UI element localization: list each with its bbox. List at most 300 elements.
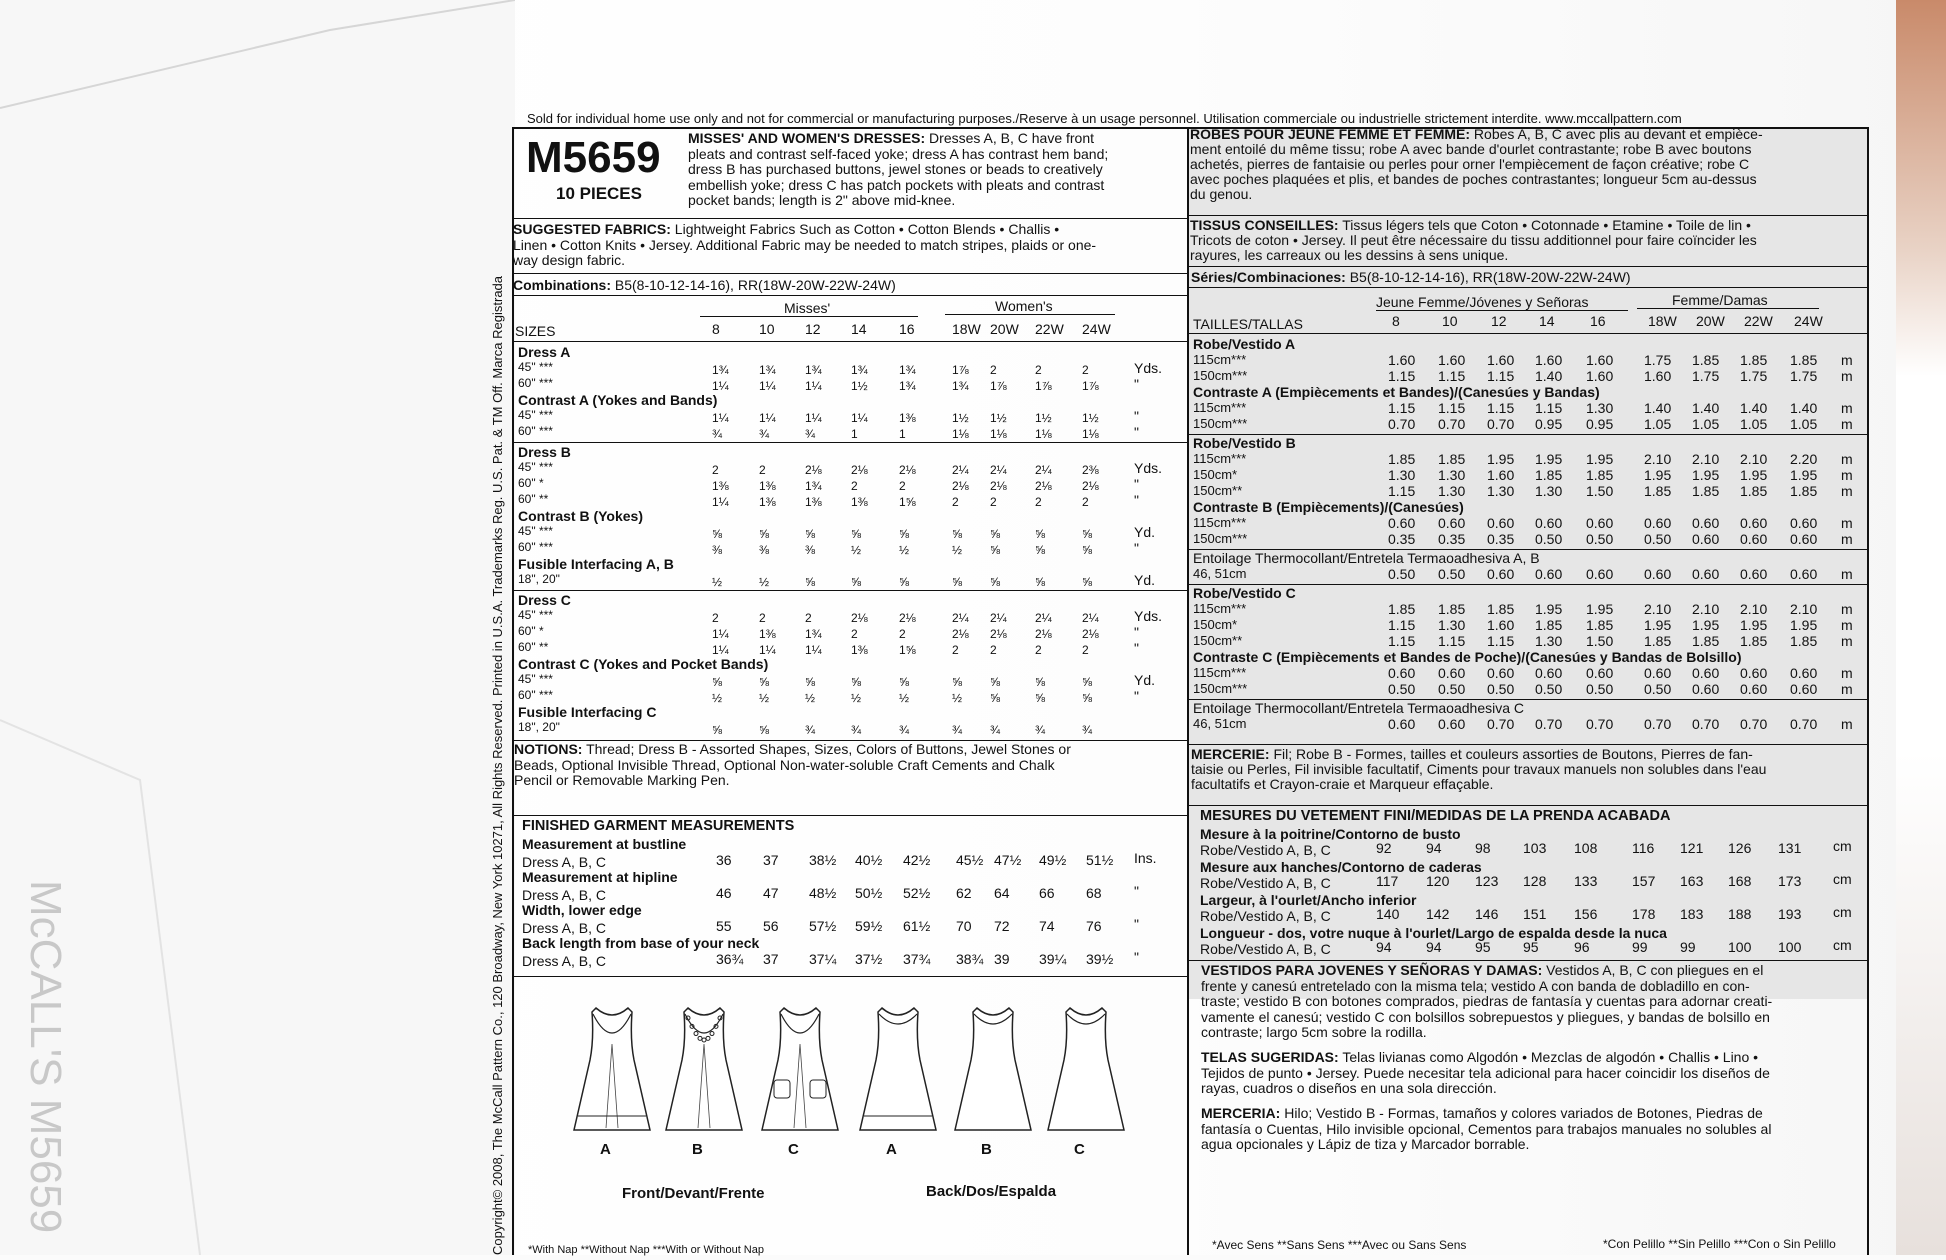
fr-meterage: 0.60: [1438, 716, 1466, 732]
fr-unit: m: [1841, 716, 1853, 732]
fr-measure-value: 157: [1632, 873, 1656, 889]
en-unit: Yds.: [1134, 608, 1163, 624]
en-yardage: 2: [952, 495, 959, 509]
en-description-text: pleats and contrast self-faced yoke; dress A has contrast hem band;: [688, 145, 1109, 162]
fr-measure-value: 183: [1680, 906, 1704, 922]
en-yardage: ⅝: [1082, 675, 1093, 689]
en-yardage: ⅝: [712, 675, 723, 689]
en-misses-rule: [700, 316, 918, 317]
fr-measure-value: 96: [1574, 939, 1590, 955]
en-notions-text: Thread; Dress B - Assorted Shapes, Sizes, Colors of Buttons, Jewel Stones or: [582, 741, 1071, 757]
en-measure-value: 36¾: [716, 951, 744, 967]
fr-unit: m: [1841, 515, 1853, 531]
en-unit: Yd.: [1134, 572, 1156, 588]
fr-meterage: 0.60: [1388, 515, 1416, 531]
fr-row-label: 150cm*: [1193, 467, 1238, 482]
fr-meterage: 1.40: [1692, 400, 1720, 416]
en-description-line: [688, 131, 1188, 147]
fr-meterage: 1.60: [1487, 352, 1515, 368]
en-description-text: embellish yoke; dress C has patch pockets with pleats and contrast: [688, 176, 1105, 193]
en-yardage: ⅝: [952, 675, 963, 689]
fr-unit: m: [1841, 566, 1853, 582]
en-measure-value: 46: [716, 885, 732, 901]
fr-unit: m: [1841, 531, 1853, 547]
en-yardage: ½: [899, 691, 910, 705]
fr-meterage: 0.60: [1487, 665, 1515, 681]
en-yardage: 2: [899, 479, 906, 493]
en-yardage: ⅝: [990, 575, 1001, 589]
en-yardage: 2: [759, 463, 766, 477]
en-yardage: 1¾: [805, 479, 822, 493]
es-fabrics-line: [1201, 1050, 1865, 1066]
fr-meterage: 1.60: [1586, 352, 1614, 368]
fr-meterage: 1.15: [1438, 633, 1466, 649]
ghost-brand-text: McCALL'S M5659: [21, 880, 70, 1234]
right-edge: [1896, 0, 1946, 1255]
fr-fabrics-text: rayures, les carreaux ou les dessins à sens unique.: [1190, 247, 1509, 263]
en-measure-value: 39: [994, 951, 1010, 967]
en-notions: [514, 742, 1186, 789]
pattern-number: M5659: [526, 133, 661, 182]
en-yardage: 1¾: [759, 363, 776, 377]
fr-meterage: 1.85: [1740, 352, 1768, 368]
es-notions-line: [1201, 1137, 1865, 1153]
fr-measure-heading: Largeur, à l'ourlet/Ancho inferior: [1200, 892, 1417, 908]
en-yardage: 1¼: [712, 643, 729, 657]
fr-meterage: 0.60: [1740, 681, 1768, 697]
en-yardage: 2⅛: [990, 627, 1007, 641]
en-yardage: 2⅛: [805, 463, 822, 477]
en-fabrics-text: way design fabric.: [513, 252, 626, 268]
en-group-divider: [512, 442, 1188, 443]
en-yardage: ¾: [712, 427, 723, 441]
fr-meterage: 1.05: [1790, 416, 1818, 432]
fr-meterage: 0.60: [1586, 566, 1614, 582]
fr-measure-value: 173: [1778, 873, 1802, 889]
fr-meterage: 0.70: [1740, 716, 1768, 732]
en-yardage: ⅝: [1035, 543, 1046, 557]
en-yardage: 1: [899, 427, 906, 441]
en-measure-value: 56: [763, 918, 779, 934]
es-fabrics-text: Tejidos de punto • Jersey. Puede necesitar tela adicional para hacer coincidir los diseños de: [1201, 1064, 1770, 1081]
fr-meterage: 1.15: [1438, 368, 1466, 384]
fr-meterage: 1.95: [1740, 467, 1768, 483]
fr-meterage: 0.60: [1487, 515, 1515, 531]
fr-group-title: Entoilage Thermocollant/Entretela Termaoadhesiva C: [1193, 700, 1525, 716]
fr-meterage: 0.60: [1692, 665, 1720, 681]
en-yardage: 1⅝: [899, 495, 916, 509]
en-yardage: 1⅜: [805, 495, 822, 509]
fr-meterage: 1.95: [1586, 601, 1614, 617]
en-measure-value: 38¾: [956, 951, 984, 967]
fr-meterage: 1.75: [1644, 352, 1672, 368]
es-fabrics: [1201, 1050, 1865, 1097]
fr-meterage: 0.60: [1644, 566, 1672, 582]
en-yardage: 2: [712, 463, 719, 477]
fr-description-line: [1190, 157, 1866, 172]
fr-meterage: 0.60: [1586, 665, 1614, 681]
en-size: 18W: [952, 321, 981, 337]
dress-view-b-front: [658, 1000, 750, 1140]
fr-unit: m: [1841, 400, 1853, 416]
fr-meterage: 1.60: [1388, 352, 1416, 368]
fr-meterage: 1.60: [1644, 368, 1672, 384]
fr-meterage: 1.60: [1438, 352, 1466, 368]
en-yardage: 2¼: [990, 463, 1007, 477]
en-yardage: 2: [1082, 643, 1089, 657]
en-description-text: Dresses A, B, C have front: [925, 130, 1095, 146]
en-yardage: ⅜: [805, 543, 816, 557]
fr-unit: m: [1841, 681, 1853, 697]
es-notions-line: [1201, 1106, 1865, 1122]
fr-meterage: 1.60: [1586, 368, 1614, 384]
fr-measure-value: 156: [1574, 906, 1598, 922]
en-sizes-label: SIZES: [515, 323, 556, 339]
fr-measure-value: 188: [1728, 906, 1752, 922]
en-row-label: 45" ***: [518, 360, 553, 374]
fr-description-text: ment entoilé du même tissu; robe A avec bande d'ourlet contrastante; robe B avec boutons: [1190, 141, 1752, 157]
en-measure-value: 64: [994, 885, 1010, 901]
en-unit: Yd.: [1134, 524, 1156, 540]
fr-meterage: 0.60: [1535, 515, 1563, 531]
fr-measure-label: Robe/Vestido A, B, C: [1200, 908, 1331, 924]
en-row-label: 60" *: [518, 624, 544, 638]
fr-group-title: Contraste B (Empiècements)/(Canesúes): [1193, 499, 1464, 515]
en-yardage: 2: [712, 611, 719, 625]
en-row-label: 60" ***: [518, 376, 553, 390]
fr-meterage: 1.85: [1586, 467, 1614, 483]
en-yardage: 2¼: [952, 463, 969, 477]
en-notions-text: Beads, Optional Invisible Thread, Optional Non-water-soluble Craft Cements and Chalk: [514, 756, 1055, 773]
en-measure-unit: ": [1134, 916, 1139, 932]
en-yardage: ⅜: [712, 543, 723, 557]
en-yardage: ⅝: [712, 527, 723, 541]
en-measure-value: 37½: [855, 951, 883, 967]
fr-meterage: 0.60: [1487, 566, 1515, 582]
en-yardage: ¾: [952, 723, 963, 737]
en-yardage: ¾: [805, 427, 816, 441]
en-measure-label: Dress A, B, C: [522, 953, 607, 969]
fr-jeune-label: Jeune Femme/Jóvenes y Señoras: [1376, 294, 1589, 310]
fr-meterage: 2.20: [1790, 451, 1818, 467]
en-measure-label: Dress A, B, C: [522, 854, 607, 870]
en-yardage: 2⅛: [1082, 479, 1099, 493]
es-notions-text: agua opcionales y Lápiz de tiza y Marcador borrable.: [1201, 1136, 1530, 1152]
frame-left: [512, 128, 514, 1255]
fr-meterage: 1.40: [1535, 368, 1563, 384]
fr-meterage: 1.15: [1535, 400, 1563, 416]
en-yardage: ⅝: [1035, 675, 1046, 689]
fr-measure-unit: cm: [1833, 838, 1852, 854]
fr-meterage: 0.60: [1438, 665, 1466, 681]
fr-meterage: 1.30: [1438, 617, 1466, 633]
fr-meterage: 1.30: [1388, 467, 1416, 483]
en-unit: ": [1134, 640, 1139, 656]
fr-meterage: 1.95: [1692, 617, 1720, 633]
es-description: [1201, 963, 1865, 1041]
fr-femme-label: Femme/Damas: [1672, 292, 1768, 308]
en-yardage: 1¾: [851, 363, 868, 377]
en-yardage: 1¼: [712, 495, 729, 509]
fr-row-label: 46, 51cm: [1193, 716, 1247, 731]
fr-meterage: 1.05: [1644, 416, 1672, 432]
en-yardage: 1⅜: [759, 627, 776, 641]
fr-unit: m: [1841, 451, 1853, 467]
fr-row-label: 46, 51cm: [1193, 566, 1247, 581]
en-yardage: 2¼: [1035, 611, 1052, 625]
en-yardage: ⅝: [851, 527, 862, 541]
en-womens-label: Women's: [995, 298, 1053, 314]
en-yardage: 2¼: [1035, 463, 1052, 477]
en-row-label: 60" **: [518, 492, 549, 506]
en-yardage: ⅝: [1082, 575, 1093, 589]
es-notions-text: fantasía o Cuentas, Hilo invisible opcional, Cementos para trabajos manuales no solubles al: [1201, 1120, 1772, 1137]
fr-unit: m: [1841, 416, 1853, 432]
en-yardage: ¾: [899, 723, 910, 737]
en-yardage: 1½: [1035, 411, 1052, 425]
en-measure-unit: ": [1134, 883, 1139, 899]
en-yardage: 1¾: [805, 627, 822, 641]
fr-group-title: Entoilage Thermocollant/Entretela Termaoadhesiva A, B: [1193, 550, 1540, 566]
fr-meterage: 0.70: [1438, 416, 1466, 432]
es-description-line: [1201, 963, 1865, 979]
en-yardage: ½: [851, 691, 862, 705]
en-yardage: 1⅛: [990, 427, 1007, 441]
en-yardage: 2⅛: [899, 463, 916, 477]
en-yardage: 1¼: [759, 411, 776, 425]
en-yardage: 1¾: [899, 363, 916, 377]
fr-meterage: 2.10: [1644, 451, 1672, 467]
fr-femme-rule: [1637, 308, 1819, 309]
en-yardage: ¾: [805, 723, 816, 737]
fr-measure-value: 108: [1574, 840, 1598, 856]
fr-measure-value: 99: [1680, 939, 1696, 955]
fr-unit: m: [1841, 483, 1853, 499]
fr-meterage: 1.95: [1535, 451, 1563, 467]
fr-meterage: 0.35: [1438, 531, 1466, 547]
fr-size: 24W: [1794, 313, 1823, 329]
fr-measure-value: 94: [1426, 840, 1442, 856]
fr-meterage: 1.30: [1535, 483, 1563, 499]
back-label: Back/Dos/Espalda: [926, 1183, 1057, 1200]
en-size: 22W: [1035, 321, 1064, 337]
fr-meterage: 2.10: [1644, 601, 1672, 617]
fr-meterage: 1.95: [1644, 617, 1672, 633]
fr-row-label: 115cm***: [1193, 515, 1247, 530]
en-measure-value: 48½: [809, 885, 837, 901]
en-yardage: 2: [759, 611, 766, 625]
fr-row-label: 150cm**: [1193, 633, 1243, 648]
en-yardage: 2: [1035, 643, 1042, 657]
en-size: 10: [759, 321, 775, 337]
en-yardage: ⅝: [952, 527, 963, 541]
en-yardage: 1¼: [759, 379, 776, 393]
en-yardage: 1½: [851, 379, 868, 393]
fr-mercerie-line: [1191, 762, 1865, 777]
fr-meterage: 1.75: [1740, 368, 1768, 384]
dress-view-a-back: [852, 1000, 944, 1140]
en-yardage: 2: [851, 479, 858, 493]
fr-measure-value: 140: [1376, 906, 1400, 922]
en-measure-value: 47½: [994, 852, 1022, 868]
en-row-label: 60" ***: [518, 540, 553, 554]
fr-meterage: 0.50: [1388, 566, 1416, 582]
en-description-text: pocket bands; length is 2" above mid-knee.: [688, 192, 956, 208]
fr-fabrics-line: [1190, 218, 1866, 233]
en-yardage: 2⅛: [952, 627, 969, 641]
es-description-text: traste; vestido B con botones comprados, piedras de fantasía y cuentas para adornar creati-: [1201, 993, 1773, 1009]
fr-divider: [1189, 266, 1867, 267]
fr-meterage: 1.05: [1692, 416, 1720, 432]
fr-meterage: 1.85: [1487, 601, 1515, 617]
en-unit: ": [1134, 424, 1139, 440]
fr-meterage: 1.15: [1388, 633, 1416, 649]
fr-meterage: 0.50: [1535, 531, 1563, 547]
en-combinations-text: B5(8-10-12-14-16), RR(18W-20W-22W-24W): [611, 277, 896, 293]
fr-group-title: Contraste A (Empiècements et Bandes)/(Canesúes y Bandas): [1193, 384, 1600, 400]
en-measure-value: 50½: [855, 885, 883, 901]
en-row-label: 60" *: [518, 476, 544, 490]
copyright-vertical: Copyright© 2008, The McCall Pattern Co., 120 Broadway, New York 10271, All Rights Reserved. Printed in U.S.A. Trademarks Reg. U.S. Pat. & TM Off. Marca Registrada: [490, 275, 505, 1255]
fr-meterage: 0.50: [1438, 566, 1466, 582]
fr-meterage: 0.70: [1644, 716, 1672, 732]
en-group-title: Contrast B (Yokes): [518, 508, 643, 524]
en-yardage: ⅝: [1082, 527, 1093, 541]
fr-description-line: [1190, 187, 1866, 202]
fr-group-title: Robe/Vestido A: [1193, 336, 1296, 352]
envelope-flap: [0, 0, 515, 1255]
fr-meterage: 1.15: [1388, 368, 1416, 384]
front-label: Front/Devant/Frente: [622, 1185, 765, 1202]
en-row-label: 45" ***: [518, 460, 553, 474]
en-measure-heading: Measurement at hipline: [522, 869, 678, 885]
en-fabrics-heading: SUGGESTED FABRICS:: [513, 221, 671, 237]
en-yardage: 2: [805, 611, 812, 625]
en-yardage: 2: [1082, 363, 1089, 377]
fr-description-line: [1190, 142, 1866, 157]
en-yardage: 1¾: [805, 363, 822, 377]
en-yardage: ½: [899, 543, 910, 557]
fr-meterage: 0.60: [1790, 531, 1818, 547]
fr-group-title: Robe/Vestido C: [1193, 585, 1296, 601]
en-yardage: 1⅜: [899, 411, 916, 425]
fr-meterage: 1.15: [1388, 483, 1416, 499]
en-description-line: [688, 178, 1188, 194]
fr-meterage: 0.60: [1740, 665, 1768, 681]
footnote-fr: *Avec Sens **Sans Sens ***Avec ou Sans Sens: [1212, 1238, 1467, 1252]
en-yardage: 1⅛: [1082, 427, 1099, 441]
fr-measure-value: 117: [1376, 873, 1399, 889]
fr-meterage: 0.35: [1388, 531, 1416, 547]
en-fabrics-line: [513, 238, 1187, 254]
en-unit: ": [1134, 376, 1139, 392]
fr-meterage: 1.85: [1586, 617, 1614, 633]
fr-size: 12: [1491, 313, 1507, 329]
en-measure-value: 40½: [855, 852, 883, 868]
en-yardage: 2⅛: [990, 479, 1007, 493]
en-description-text: dress B has purchased buttons, jewel stones or beads to creatively: [688, 161, 1103, 177]
en-description-line: [688, 193, 1188, 209]
en-size: 8: [712, 321, 720, 337]
en-divider: [512, 976, 1188, 977]
fr-meterage: 0.60: [1740, 515, 1768, 531]
fr-meterage: 0.70: [1535, 716, 1563, 732]
en-measure-unit: ": [1134, 949, 1139, 965]
fr-meterage: 0.70: [1388, 416, 1416, 432]
fr-meterage: 0.50: [1535, 681, 1563, 697]
en-size: 24W: [1082, 321, 1111, 337]
fr-meterage: 0.50: [1586, 531, 1614, 547]
en-misses-label: Misses': [784, 300, 831, 316]
fr-meterage: 1.40: [1740, 400, 1768, 416]
es-fabrics-text: rayas, cuadros o diseños en una sola dirección.: [1201, 1080, 1497, 1096]
fr-meterage: 1.75: [1790, 368, 1818, 384]
fr-measure-label: Robe/Vestido A, B, C: [1200, 842, 1331, 858]
fr-meterage: 1.30: [1586, 400, 1614, 416]
en-fabrics-text: Linen • Cotton Knits • Jersey. Additional Fabric may be needed to match stripes, plaids or one-: [513, 236, 1097, 253]
en-yardage: ⅝: [990, 527, 1001, 541]
en-yardage: ⅝: [952, 575, 963, 589]
fr-meterage: 1.15: [1388, 400, 1416, 416]
en-measure-value: 37¼: [809, 951, 837, 967]
en-measure-value: 52½: [903, 885, 931, 901]
fr-measure-value: 178: [1632, 906, 1656, 922]
en-yardage: ⅝: [990, 691, 1001, 705]
en-group-title: Fusible Interfacing A, B: [518, 556, 674, 572]
en-divider: [512, 273, 1188, 274]
en-size: 16: [899, 321, 915, 337]
en-yardage: 2⅛: [899, 611, 916, 625]
fr-meterage: 0.60: [1790, 566, 1818, 582]
en-yardage: 1¼: [712, 627, 729, 641]
en-yardage: ⅝: [1082, 543, 1093, 557]
en-measure-label: Dress A, B, C: [522, 887, 607, 903]
fr-meterage: 1.85: [1535, 617, 1563, 633]
en-description-line: [688, 162, 1188, 178]
en-row-label: 45" ***: [518, 672, 553, 686]
es-notions: [1201, 1106, 1865, 1153]
fr-measure-value: 94: [1426, 939, 1442, 955]
en-combinations: [513, 277, 896, 293]
en-yardage: ⅝: [1035, 691, 1046, 705]
en-yardage: 1⅛: [952, 427, 969, 441]
fr-meterage: 0.70: [1692, 716, 1720, 732]
fr-meterage: 1.95: [1644, 467, 1672, 483]
fr-meterage: 1.85: [1388, 601, 1416, 617]
en-yardage: ⅝: [805, 575, 816, 589]
frame-right: [1867, 128, 1869, 1255]
es-description-line: [1201, 1010, 1865, 1026]
en-group-title: Contrast C (Yokes and Pocket Bands): [518, 656, 769, 672]
fr-divider: [1189, 744, 1867, 745]
fr-group-title: Robe/Vestido B: [1193, 435, 1296, 451]
en-yardage: 2⅛: [1035, 479, 1052, 493]
en-yardage: ⅝: [759, 675, 770, 689]
fr-meterage: 1.15: [1438, 400, 1466, 416]
fr-meterage: 0.60: [1586, 515, 1614, 531]
en-measure-value: 57½: [809, 918, 837, 934]
fr-measure-value: 128: [1523, 873, 1547, 889]
en-yardage: 1½: [952, 411, 969, 425]
fr-meterage: 0.60: [1388, 716, 1416, 732]
en-yardage: 1⅛: [1035, 427, 1052, 441]
fr-mercerie: [1191, 747, 1865, 792]
en-yardage: 1¾: [712, 363, 729, 377]
en-unit: Yds.: [1134, 460, 1163, 476]
fr-meterage: 1.15: [1388, 617, 1416, 633]
en-yardage: ⅜: [759, 543, 770, 557]
en-unit: ": [1134, 624, 1139, 640]
